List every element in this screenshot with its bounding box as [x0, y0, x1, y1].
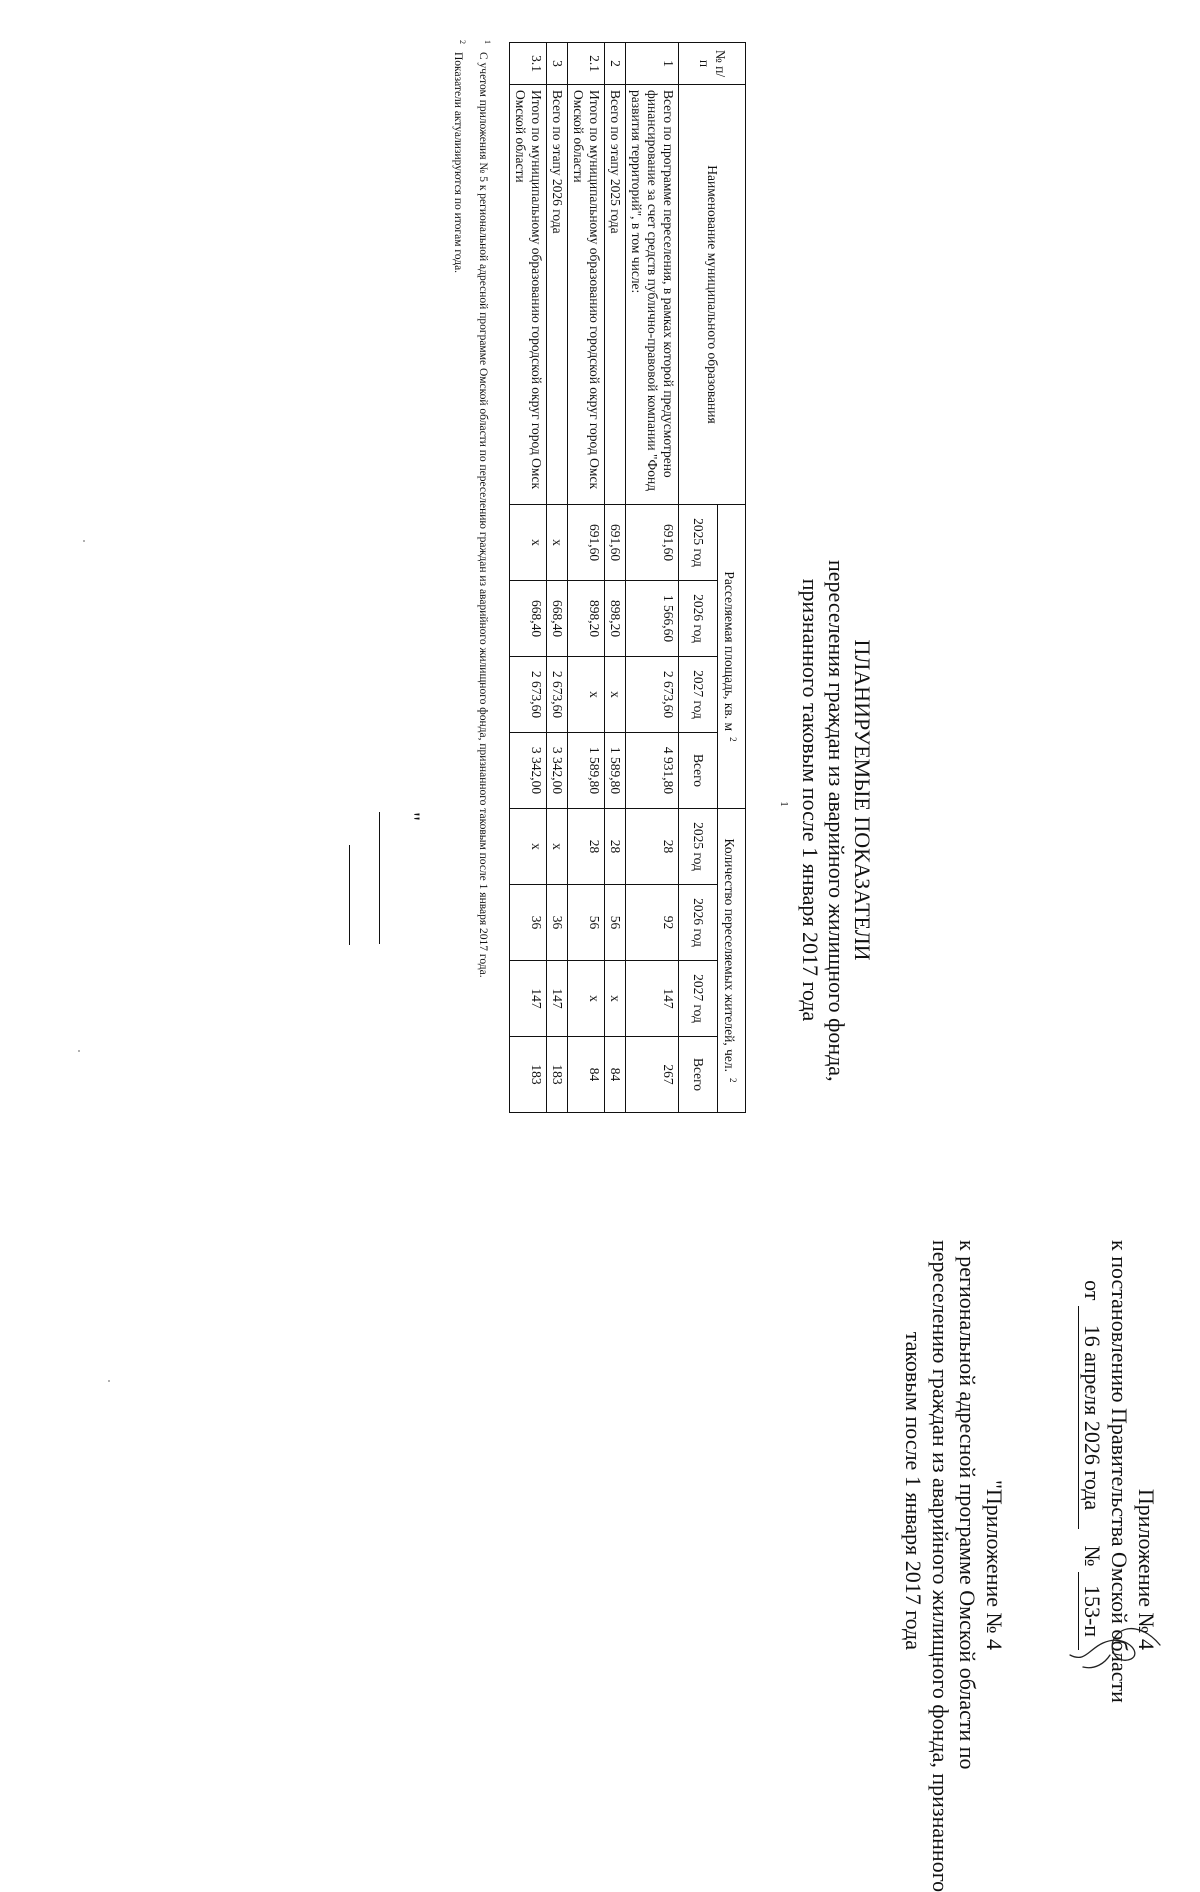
area-2027: x: [605, 657, 626, 733]
table-row: [605, 43, 626, 1113]
municipality-name: Итого по муниципальному образованию городской округ город Омск Омской области: [510, 85, 547, 505]
area-2027-header: 2027 год: [679, 657, 718, 733]
area-group-header: Расселяемая площадь, кв. $м^2$: [718, 505, 746, 809]
table-row: [568, 43, 605, 1113]
area-total: 3 342,00: [547, 733, 568, 809]
scan-speck: [108, 1380, 110, 1382]
people-2025: 28: [568, 809, 605, 885]
title-line2: переселения граждан из аварийного жилищного фонда,: [824, 560, 849, 1082]
people-2026: 36: [547, 885, 568, 961]
footnote-mark: 1: [483, 40, 492, 44]
original-appendix-line4: таковым после 1 января 2017 года: [901, 1331, 926, 1650]
people-2027: 147: [510, 961, 547, 1037]
area-2027: 2 673,60: [510, 657, 547, 733]
area-2027: 2 673,60: [547, 657, 568, 733]
area-2025: 691,60: [568, 505, 605, 581]
people-2027: x: [568, 961, 605, 1037]
municipality-name: Итого по муниципальному образованию городской округ город Омск Омской области: [568, 85, 605, 505]
closing-quote: ": [400, 812, 425, 821]
people-group-header: Количество переселяемых жителей, чел.$^2$: [718, 809, 746, 1113]
people-total-header: Всего: [679, 1037, 718, 1113]
area-total-header: Всего: [679, 733, 718, 809]
footnote: [477, 40, 492, 978]
people-2026: 36: [510, 885, 547, 961]
area-2025: x: [547, 505, 568, 581]
people-2025: 28: [626, 809, 679, 885]
people-total: 183: [547, 1037, 568, 1113]
resolution-reference: к постановлению Правительства Омской области: [1107, 1240, 1132, 1703]
row-number: 3.1: [510, 43, 547, 85]
area-total: 4 931,80: [626, 733, 679, 809]
people-2026: 92: [626, 885, 679, 961]
area-2027: x: [568, 657, 605, 733]
from-label: от: [1080, 1280, 1105, 1301]
resolution-date: 16 апреля 2026 года: [1078, 1306, 1106, 1529]
original-appendix-line1: "Приложение № 4: [982, 1479, 1007, 1650]
people-2025: x: [510, 809, 547, 885]
signature: [1065, 1615, 1165, 1677]
title-line1: ПЛАНИРУЕМЫЕ ПОКАЗАТЕЛИ: [850, 639, 875, 961]
people-2025: 28: [605, 809, 626, 885]
row-number: 3: [547, 43, 568, 85]
original-appendix-header: [900, 1240, 1008, 1892]
area-2025: 691,60: [605, 505, 626, 581]
scan-speck: [78, 1050, 80, 1052]
area-2025: x: [510, 505, 547, 581]
footnote: [452, 40, 467, 273]
original-appendix-line2: к региональной адресной программе Омской области по: [955, 1240, 980, 1770]
people-total: 84: [568, 1037, 605, 1113]
municipality-name: Всего по программе переселения, в рамках которой предусмотрено финансирование за счет средств публично-правовой компании "Фонд развития территорий", в том числе:: [626, 85, 679, 505]
title-footnote-mark: 1: [778, 801, 790, 807]
people-total: 84: [605, 1037, 626, 1113]
col-number-header: № п/п: [679, 43, 746, 85]
appendix-label: Приложение № 4: [1134, 1488, 1159, 1650]
people-2027-header: 2027 год: [679, 961, 718, 1037]
municipality-name: Всего по этапу 2026 года: [547, 85, 568, 505]
people-total: 183: [510, 1037, 547, 1113]
area-2025: 691,60: [626, 505, 679, 581]
separator-line: [379, 812, 380, 944]
row-number: 2.1: [568, 43, 605, 85]
people-2026: 56: [605, 885, 626, 961]
resolution-number: 153-п: [1078, 1572, 1106, 1650]
area-total: 3 342,00: [510, 733, 547, 809]
separator-line: [349, 845, 350, 945]
col-name-header: Наименование муниципального образования: [679, 85, 746, 505]
area-2026: 898,20: [605, 581, 626, 657]
area-2026: 1 566,60: [626, 581, 679, 657]
number-label: №: [1080, 1545, 1105, 1567]
area-2026: 898,20: [568, 581, 605, 657]
area-total: 1 589,80: [568, 733, 605, 809]
title-line3: признанного таковым после 1 января 2017 года $^1$: [778, 578, 823, 1022]
resolution-date-line: [1078, 1240, 1106, 1650]
people-2026: 56: [568, 885, 605, 961]
area-2026-header: 2026 год: [679, 581, 718, 657]
area-2027: 2 673,60: [626, 657, 679, 733]
area-total: 1 589,80: [605, 733, 626, 809]
scan-speck: [83, 540, 85, 542]
table-header-row: [718, 43, 746, 1113]
indicators-table: [509, 42, 746, 1113]
people-2027: x: [605, 961, 626, 1037]
row-number: 2: [605, 43, 626, 85]
document-title: [767, 560, 875, 1082]
people-2026-header: 2026 год: [679, 885, 718, 961]
original-appendix-line3: переселению граждан из аварийного жилищного фонда, признанного: [928, 1240, 953, 1892]
table-row: [626, 43, 679, 1113]
people-2025-header: 2025 год: [679, 809, 718, 885]
footnote-mark: 2: [458, 40, 467, 44]
people-2027: 147: [626, 961, 679, 1037]
area-2025-header: 2025 год: [679, 505, 718, 581]
footnote-text: Показатели актуализируются по итогам года.: [452, 52, 464, 274]
municipality-name: Всего по этапу 2025 года: [605, 85, 626, 505]
area-2026: 668,40: [547, 581, 568, 657]
footnote-text: С учетом приложения № 5 к региональной адресной программе Омской области по переселению граждан из аварийного жилищного фонда, признанного таковым после 1 января 2017 года.: [477, 52, 489, 978]
people-2025: x: [547, 809, 568, 885]
people-total: 267: [626, 1037, 679, 1113]
resolution-header: [1078, 1240, 1160, 1703]
table-row: [547, 43, 568, 1113]
area-2026: 668,40: [510, 581, 547, 657]
people-2027: 147: [547, 961, 568, 1037]
row-number: 1: [626, 43, 679, 85]
table-row: [510, 43, 547, 1113]
